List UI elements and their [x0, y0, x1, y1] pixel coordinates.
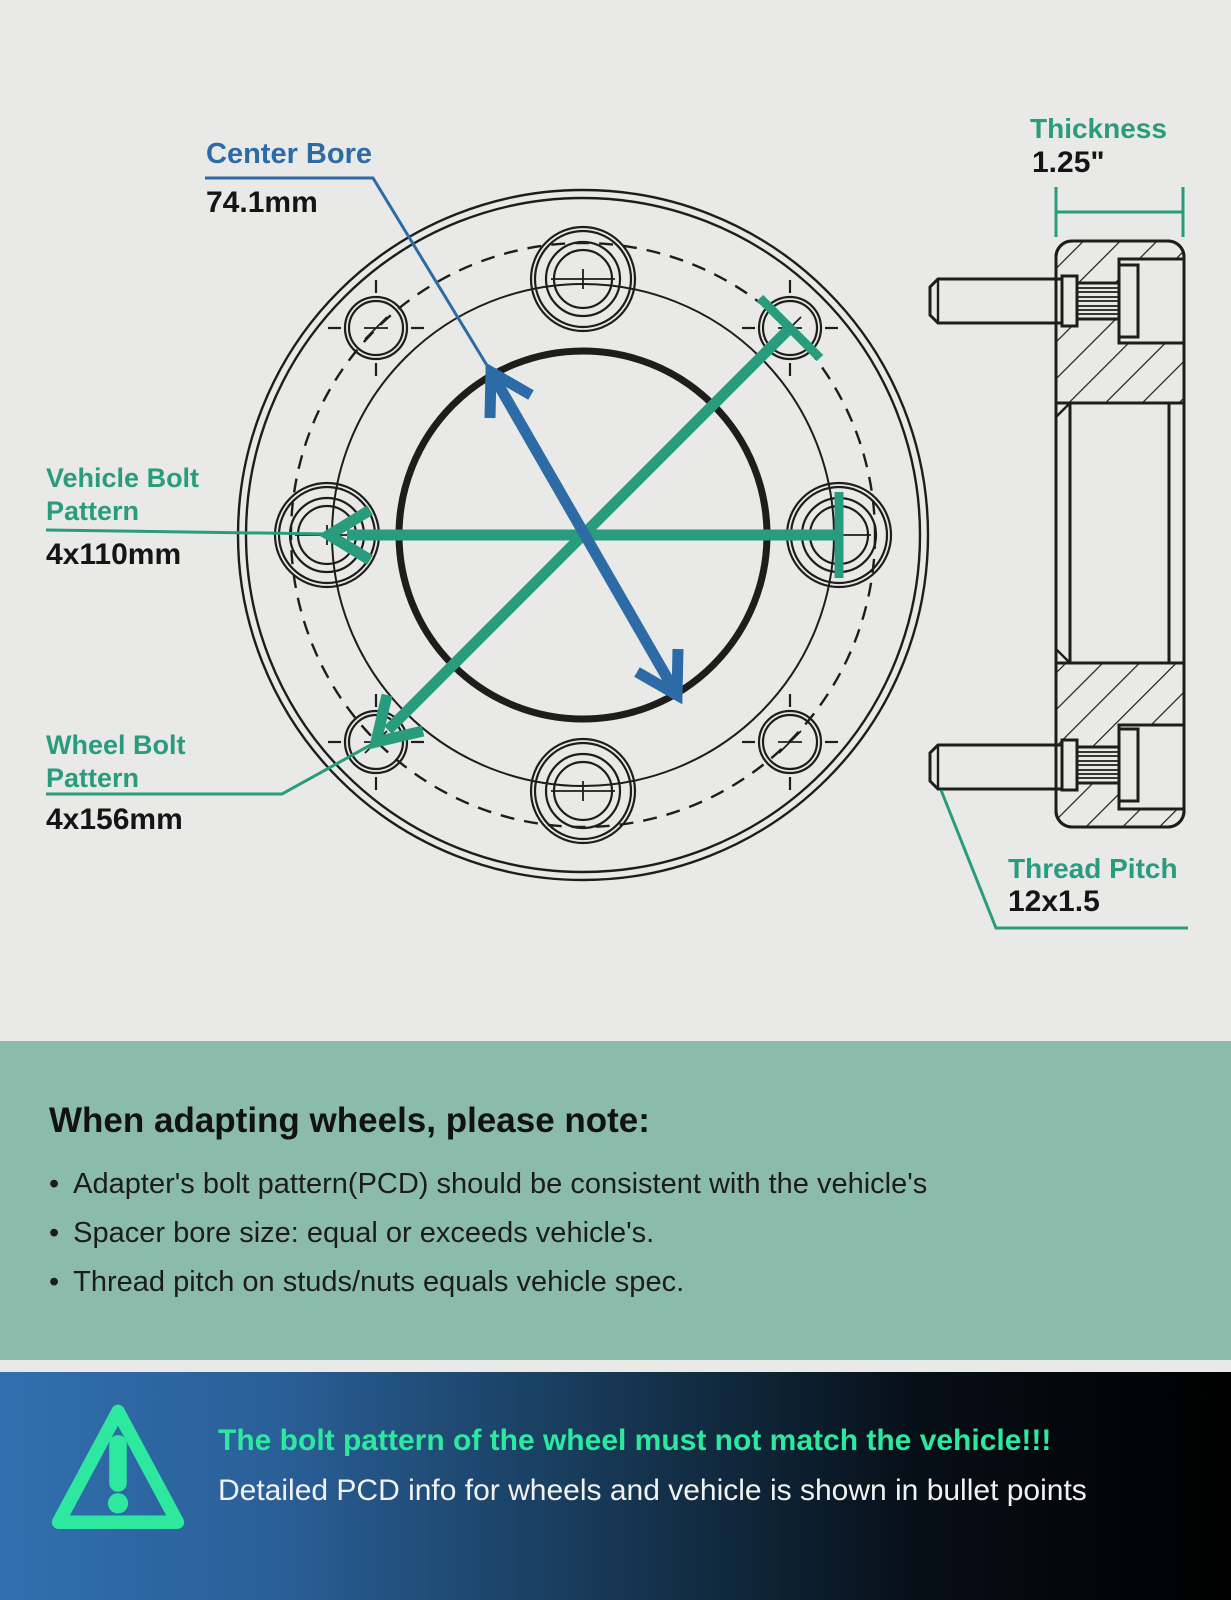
- warning-banner: [0, 1372, 1231, 1600]
- vehicle-bolt-pattern-value: 4x110mm: [46, 538, 182, 571]
- notes-list: [49, 1169, 1231, 1297]
- side-view-drawing: [930, 241, 1184, 827]
- vehicle-bolt-hole: [531, 739, 635, 843]
- wheel-bolt-pattern-label: [46, 729, 186, 795]
- wheel-bolt-pattern-value: 4x156mm: [46, 803, 183, 836]
- note-item: • Spacer bore size: equal or exceeds vehicle's.: [49, 1218, 1231, 1248]
- center-bore-label: Center Bore: [206, 138, 372, 170]
- center-bore-value: 74.1mm: [206, 186, 318, 219]
- wheel-bolt-pattern-label-line2: Pattern: [46, 763, 140, 793]
- vehicle-bolt-hole: [531, 227, 635, 331]
- vehicle-bolt-leader: [46, 530, 330, 534]
- thread-pitch-value: 12x1.5: [1008, 885, 1100, 918]
- notes-section: [0, 1041, 1231, 1360]
- vehicle-bolt-pattern-label: [46, 462, 199, 528]
- thickness-dimension: [1056, 187, 1183, 237]
- thread-pitch-label: Thread Pitch: [1008, 853, 1178, 884]
- wheel-bolt-hole: [328, 280, 424, 376]
- thickness-value: 1.25": [1032, 146, 1105, 179]
- vehicle-bolt-pattern-label-line1: Vehicle Bolt: [46, 463, 200, 493]
- center-bore-arrow-blue: [205, 178, 678, 695]
- note-item: • Adapter's bolt pattern(PCD) should be consistent with the vehicle's: [49, 1169, 1231, 1199]
- warning-title: The bolt pattern of the wheel must not match the vehicle!!!: [218, 1424, 1052, 1457]
- thickness-label: Thickness: [1030, 113, 1167, 144]
- wheel-bolt-hole: [742, 694, 838, 790]
- warning-subtitle: Detailed PCD info for wheels and vehicle is shown in bullet points: [218, 1474, 1087, 1507]
- warning-icon: [50, 1402, 186, 1533]
- vehicle-bolt-pattern-label-line2: Pattern: [46, 496, 140, 526]
- wheel-bolt-pattern-label-line1: Wheel Bolt: [46, 730, 186, 760]
- notes-heading: When adapting wheels, please note:: [49, 1101, 650, 1140]
- note-item: • Thread pitch on studs/nuts equals vehicle spec.: [49, 1267, 1231, 1297]
